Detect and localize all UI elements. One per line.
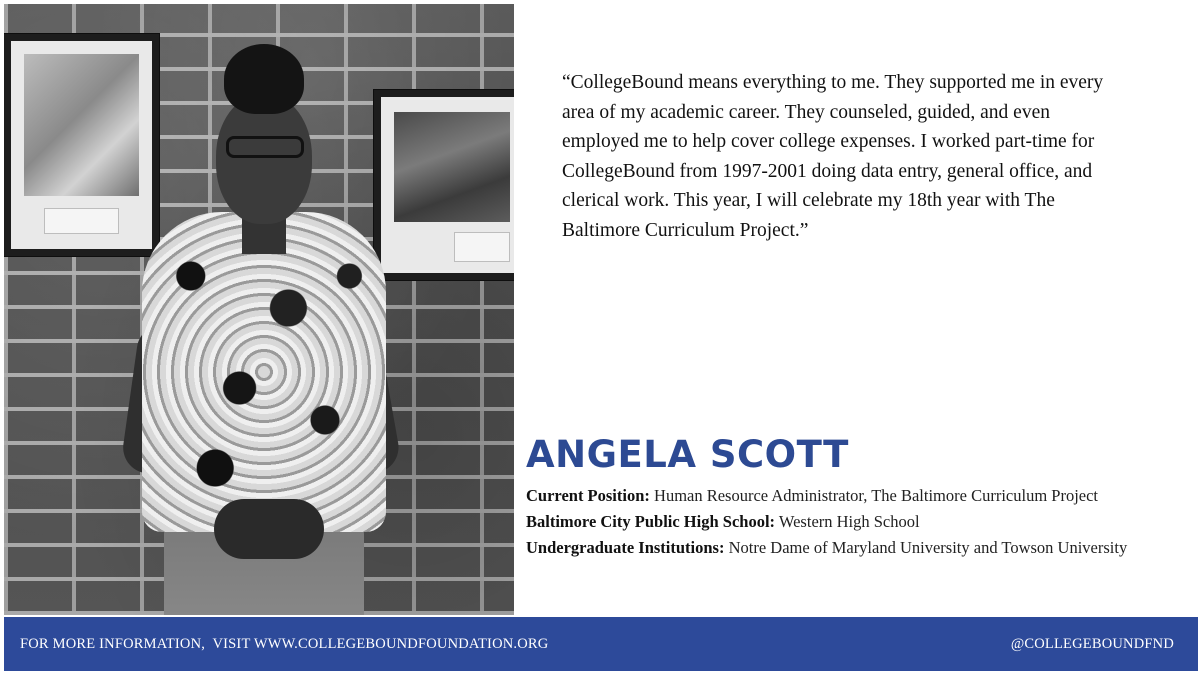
website-link[interactable]: WWW.COLLEGEBOUNDFOUNDATION.ORG <box>253 636 549 652</box>
detail-label: Current Position: <box>526 486 650 505</box>
footer-bar <box>4 617 1198 671</box>
detail-value: Human Resource Administrator, The Baltimore Curriculum Project <box>649 486 1099 505</box>
detail-value: Western High School <box>775 512 920 531</box>
social-handle[interactable]: @COLLEGEBOUNDFND <box>1010 636 1174 652</box>
detail-current-position <box>526 483 1186 509</box>
footer-info-text: FOR MORE INFORMATION, VISIT <box>20 636 254 652</box>
profile-details <box>526 483 1186 561</box>
testimonial-quote: “CollegeBound means everything to me. They supported me in every area of my academic career. They counseled, guided, and even employed me to help cover college expenses. I worked part-time for CollegeBound from 1997-2001 doing data entry, general office, and clerical work. This year, I will celebrate my 18th year with The Baltimore Curriculum Project.” <box>562 72 1104 241</box>
detail-value: Notre Dame of Maryland University and Towson University <box>724 538 1128 557</box>
detail-label: Baltimore City Public High School: <box>526 512 776 531</box>
person-figure <box>124 44 394 615</box>
framed-artwork-right <box>374 90 514 280</box>
portrait-photo <box>4 4 514 615</box>
profile-name: ANGELA SCOTT <box>526 433 849 476</box>
detail-label: Undergraduate Institutions: <box>526 538 725 557</box>
detail-high-school <box>526 509 1186 535</box>
footer-info <box>20 636 548 653</box>
detail-undergraduate <box>526 535 1186 561</box>
